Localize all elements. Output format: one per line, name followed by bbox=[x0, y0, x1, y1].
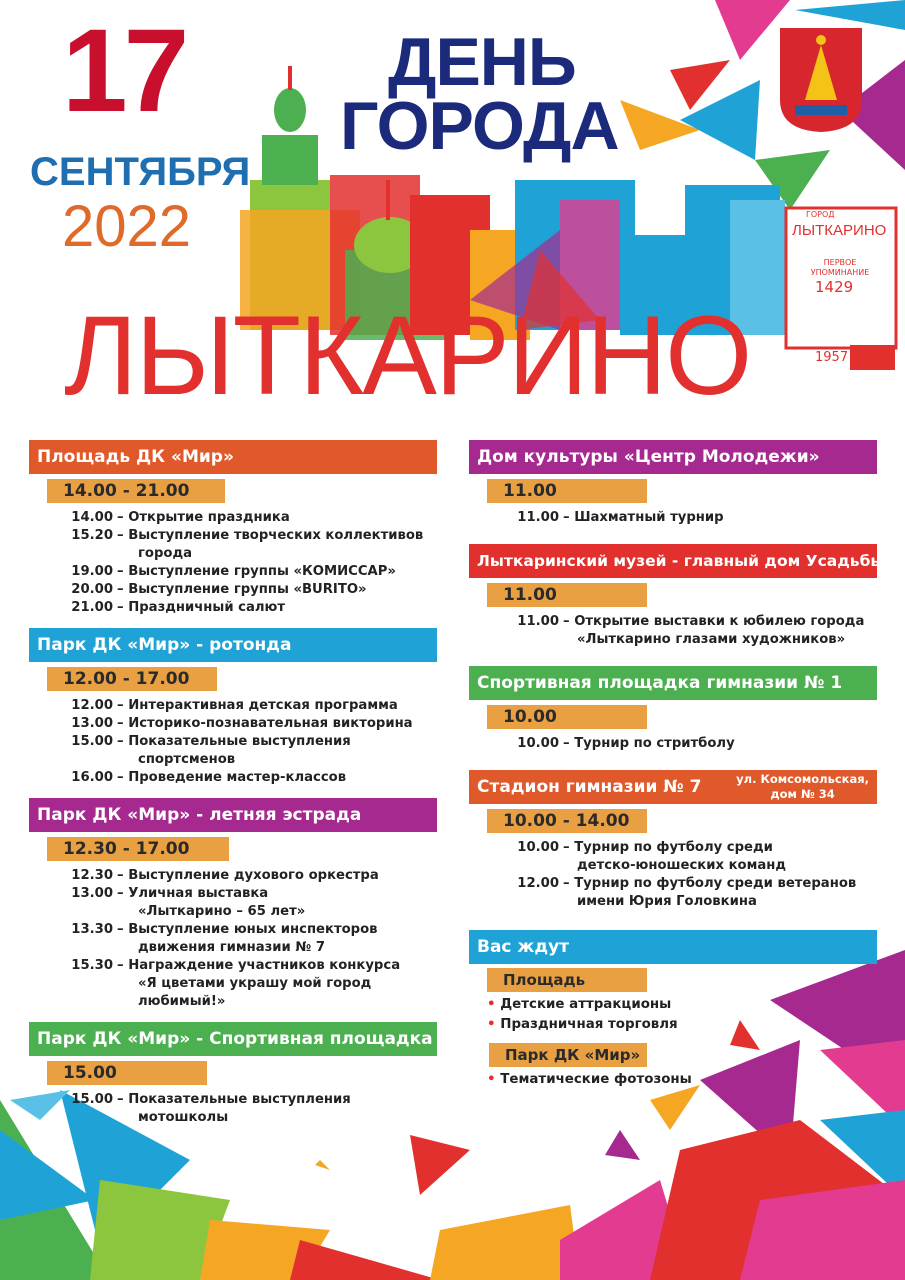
section-time: 12.30 - 17.00 bbox=[47, 837, 229, 861]
section-time: 11.00 bbox=[487, 583, 647, 607]
schedule-item: 10.00 – Турнир по футболу среди bbox=[469, 839, 877, 857]
schedule-item-cont: движения гимназии № 7 bbox=[138, 940, 326, 955]
schedule-item: 21.00 – Праздничный салют bbox=[59, 599, 437, 617]
section-title: Спортивная площадка гимназии № 1 bbox=[469, 666, 877, 700]
landmark-year-city: 1957 bbox=[815, 350, 849, 365]
address-line: дом № 34 bbox=[770, 787, 835, 801]
schedule-item: 13.00 – Историко-познавательная викторина bbox=[59, 715, 437, 733]
triangle-decor bbox=[795, 0, 905, 30]
section-address bbox=[736, 772, 869, 802]
schedule-item: 19.00 – Выступление группы «КОМИССАР» bbox=[59, 563, 437, 581]
schedule-item: 16.00 – Проведение мастер-классов bbox=[59, 769, 437, 787]
schedule-item: 20.00 – Выступление группы «BURITO» bbox=[59, 581, 437, 599]
schedule-item: 15.20 – Выступление творческих коллективов bbox=[59, 527, 437, 545]
date-year: 2022 bbox=[62, 194, 192, 259]
waiting-bullet: • Тематические фотозоны bbox=[487, 1072, 692, 1087]
schedule-item-cont: имени Юрия Головкина bbox=[577, 894, 757, 909]
section-gymnasium1 bbox=[469, 666, 877, 753]
address-line: ул. Комсомольская, bbox=[736, 772, 869, 786]
schedule-item: 14.00 – Открытие праздника bbox=[59, 509, 437, 527]
schedule-item: 12.00 – Турнир по футболу среди ветеранов bbox=[469, 875, 877, 893]
triangle-decor bbox=[620, 100, 700, 150]
section-time: 14.00 - 21.00 bbox=[47, 479, 225, 503]
section-youth-center bbox=[469, 440, 877, 527]
schedule-item: 15.00 – Показательные выступления bbox=[59, 1091, 437, 1109]
triangle-decor bbox=[715, 0, 790, 60]
schedule-item-cont: спортсменов bbox=[138, 752, 236, 767]
event-title-line1: ДЕНЬ bbox=[388, 24, 576, 100]
section-title: Вас ждут bbox=[469, 930, 877, 964]
waiting-group-name: Площадь bbox=[487, 968, 647, 992]
waiting-bullet: • Детские аттракционы bbox=[487, 997, 672, 1012]
date-month: СЕНТЯБРЯ bbox=[30, 150, 251, 194]
section-title: Стадион гимназии № 7 bbox=[477, 777, 702, 797]
schedule-item-cont: мотошколы bbox=[138, 1110, 229, 1125]
schedule-item: 10.00 – Турнир по стритболу bbox=[469, 735, 877, 753]
event-title-line2: ГОРОДА bbox=[340, 88, 619, 164]
waiting-bullet: • Праздничная торговля bbox=[487, 1017, 678, 1032]
schedule-item: 13.00 – Уличная выставка bbox=[59, 885, 437, 903]
schedule-item-cont: города bbox=[138, 546, 192, 561]
landmark-caption-top: ГОРОД bbox=[806, 210, 835, 219]
schedule-item-cont: детско-юношеских команд bbox=[577, 858, 787, 873]
schedule-item-cont: любимый!» bbox=[138, 994, 226, 1009]
section-sports-ground bbox=[29, 1022, 437, 1127]
schedule-item-cont: «Лыткарино – 65 лет» bbox=[138, 904, 306, 919]
date-day: 17 bbox=[62, 5, 186, 137]
section-time: 10.00 - 14.00 bbox=[487, 809, 647, 833]
schedule-item-cont: «Я цветами украшу мой город bbox=[138, 976, 372, 991]
landmark-name: ЛЫТКАРИНО bbox=[792, 222, 887, 239]
section-waiting bbox=[469, 930, 877, 1090]
city-name: ЛЫТКАРИНО bbox=[64, 293, 751, 418]
section-title: Парк ДК «Мир» - Спортивная площадка bbox=[29, 1022, 437, 1056]
section-stadium-gymnasium7 bbox=[469, 770, 877, 911]
schedule-item: 13.30 – Выступление юных инспекторов bbox=[59, 921, 437, 939]
section-title: Парк ДК «Мир» - ротонда bbox=[29, 628, 437, 662]
section-title-bar bbox=[469, 770, 877, 804]
schedule-item: 15.30 – Награждение участников конкурса bbox=[59, 957, 437, 975]
section-title: Дом культуры «Центр Молодежи» bbox=[469, 440, 877, 474]
section-title: Лыткаринский музей - главный дом Усадьбы bbox=[469, 544, 877, 578]
schedule-item: 12.30 – Выступление духового оркестра bbox=[59, 867, 437, 885]
schedule-item: 11.00 – Открытие выставки к юбилею города bbox=[469, 613, 877, 631]
section-time: 10.00 bbox=[487, 705, 647, 729]
section-time: 11.00 bbox=[487, 479, 647, 503]
section-time: 15.00 bbox=[47, 1061, 207, 1085]
section-museum bbox=[469, 544, 885, 649]
section-time: 12.00 - 17.00 bbox=[47, 667, 217, 691]
schedule-item: 12.00 – Интерактивная детская программа bbox=[59, 697, 437, 715]
section-summer-stage bbox=[29, 798, 437, 1011]
section-title: Площадь ДК «Мир» bbox=[29, 440, 437, 474]
coat-of-arms-icon bbox=[780, 28, 862, 132]
landmark-caption-mid: ПЕРВОЕ УПОМИНАНИЕ bbox=[810, 258, 870, 277]
schedule-item-cont: «Лыткарино глазами художников» bbox=[577, 632, 846, 647]
section-dk-mir-square bbox=[29, 440, 437, 617]
waiting-group-name: Парк ДК «Мир» bbox=[489, 1043, 647, 1067]
section-rotonda bbox=[29, 628, 437, 787]
section-title: Парк ДК «Мир» - летняя эстрада bbox=[29, 798, 437, 832]
landmark-base bbox=[850, 345, 895, 370]
schedule-item: 11.00 – Шахматный турнир bbox=[469, 509, 877, 527]
landmark-year-first: 1429 bbox=[815, 278, 854, 296]
schedule-item: 15.00 – Показательные выступления bbox=[59, 733, 437, 751]
